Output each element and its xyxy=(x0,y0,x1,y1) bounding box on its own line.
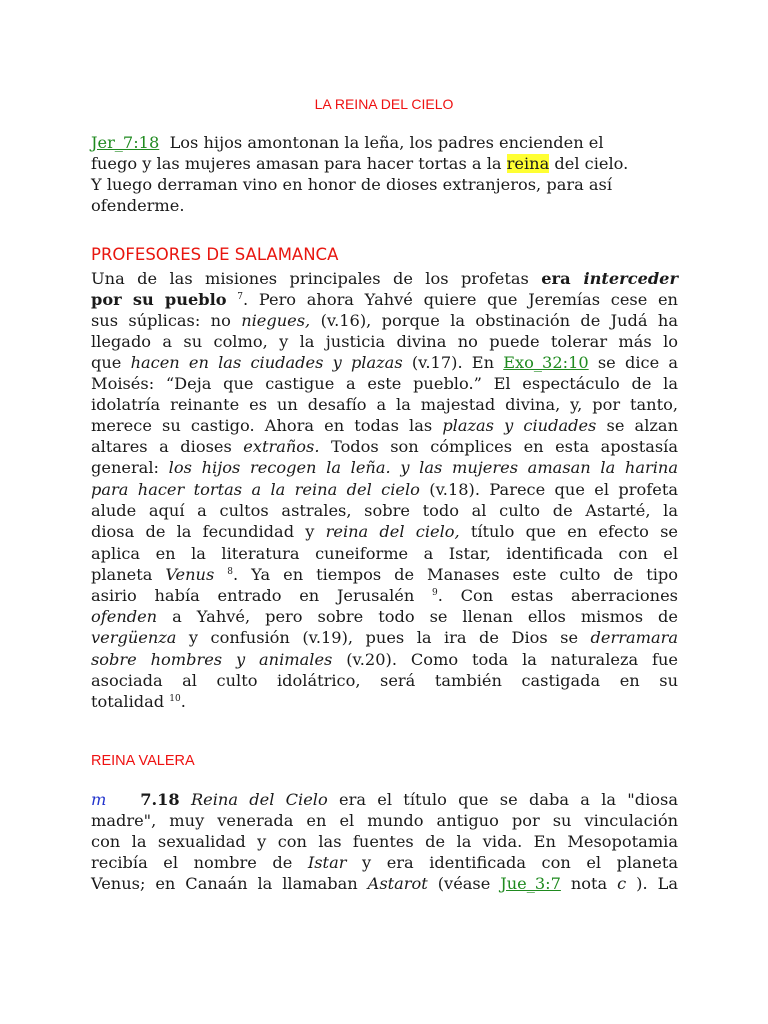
commentary-line xyxy=(91,606,678,628)
commentary-line xyxy=(91,289,678,311)
verse-text: Los hijos amontonan la leña, los padres encienden el xyxy=(169,133,604,152)
text-run: ). La xyxy=(626,874,678,893)
commentary-line xyxy=(91,627,678,649)
italic-text: ofenden xyxy=(91,607,158,626)
commentary-line: llegado a su colmo, y la justicia divina no puede tolerar más lo xyxy=(91,332,678,351)
bold-italic-text: interceder xyxy=(583,269,679,288)
italic-text: para hacer tortas a la reina del cielo xyxy=(91,480,420,499)
italic-text: extraños. xyxy=(243,437,320,456)
text-run: . Pero ahora Yahvé quiere que Jeremías cese en xyxy=(242,290,678,309)
text-run: sus súplicas: no xyxy=(91,311,242,330)
verse-line-4: ofenderme. xyxy=(91,196,185,215)
text-run: se alzan xyxy=(596,416,678,435)
italic-text: niegues, xyxy=(241,311,311,330)
note-line xyxy=(91,873,678,895)
text-run: y era identificada con el planeta xyxy=(346,853,678,872)
verse-text: fuego y las mujeres amasan para hacer tortas a la xyxy=(91,154,507,173)
footnote-marker: 10 xyxy=(169,694,181,704)
italic-text: Astarot xyxy=(367,874,428,893)
footnote-marker: 8 xyxy=(227,567,233,577)
commentary-line xyxy=(91,268,678,290)
text-run: nota xyxy=(560,874,618,893)
text-run: Una de las misiones principales de los profetas xyxy=(91,269,542,288)
bold-text: por su pueblo xyxy=(91,290,227,309)
commentary-line xyxy=(91,415,678,437)
text-run: . Con estas aberraciones xyxy=(437,586,678,605)
verse-line-2 xyxy=(91,153,678,175)
text-run: a Yahvé, pero sobre todo se llenan ellos mismos de xyxy=(157,607,678,626)
italic-text: reina del cielo, xyxy=(325,522,460,541)
note-line: con la sexualidad y con las fuentes de la vida. En Mesopotamia xyxy=(91,832,678,851)
footnote-marker: 9 xyxy=(432,588,438,598)
document-title: LA REINA DEL CIELO xyxy=(314,96,454,112)
italic-text: los hijos recogen la leña. y las mujeres amasan la harina xyxy=(168,458,678,477)
italic-text: hacen en las ciudades y plazas xyxy=(130,353,403,372)
italic-text: Venus xyxy=(165,565,215,584)
text-run: Todos son cómplices en esta apostasía xyxy=(319,437,678,456)
commentary-line xyxy=(91,691,678,713)
bold-text: era xyxy=(541,269,584,288)
text-run: se dice a xyxy=(588,353,678,372)
highlighted-word: reina xyxy=(506,154,550,173)
commentary-line xyxy=(91,564,678,586)
italic-text: Istar xyxy=(307,853,347,872)
commentary-line: aplica en la literatura cuneiforme a Istar, identificada con el xyxy=(91,544,678,563)
text-run: merece su castigo. Ahora en todas las xyxy=(91,416,443,435)
section-heading-salamanca: PROFESORES DE SALAMANCA xyxy=(91,245,339,264)
text-run: era el título que se daba a la "diosa xyxy=(327,790,679,809)
text-run: general: xyxy=(91,458,169,477)
commentary-line xyxy=(91,436,678,458)
italic-text: c xyxy=(617,874,627,893)
text-run: recibía el nombre de xyxy=(91,853,308,872)
note-line xyxy=(91,789,678,811)
text-run: (véase xyxy=(427,874,501,893)
note-marker: m xyxy=(91,790,107,809)
verse-reference-link[interactable]: Jer_7:18 xyxy=(91,133,160,152)
verse-line-1 xyxy=(91,132,678,154)
text-run: Venus; en Canaán la llamaban xyxy=(91,874,368,893)
text-run: asirio había entrado en Jerusalén xyxy=(91,586,415,605)
text-run: (v.17). En xyxy=(402,353,504,372)
commentary-line: Moisés: “Deja que castigue a este pueblo.” El espectáculo de la xyxy=(91,374,678,393)
text-run: totalidad xyxy=(91,692,165,711)
note-line xyxy=(91,852,678,874)
commentary-line: idolatría reinante es un desafío a la majestad divina, y, por tanto, xyxy=(91,395,678,414)
italic-text: vergüenza xyxy=(91,628,177,647)
text-run: diosa de la fecundidad y xyxy=(91,522,326,541)
commentary-line xyxy=(91,521,678,543)
verse-line-3: Y luego derraman vino en honor de dioses extranjeros, para así xyxy=(91,175,613,194)
italic-text: sobre hombres y animales xyxy=(91,650,333,669)
text-run: altares a dioses xyxy=(91,437,244,456)
commentary-line: asociada al culto idolátrico, será también castigada en su xyxy=(91,671,678,690)
commentary-line xyxy=(91,310,678,332)
judges-reference-link[interactable]: Jue_3:7 xyxy=(500,874,561,893)
text-run: que xyxy=(91,353,131,372)
commentary-line xyxy=(91,585,678,607)
commentary-line xyxy=(91,352,678,374)
text-run: (v.16), porque la obstinación de Judá ha xyxy=(310,311,678,330)
italic-text: Reina del Cielo xyxy=(190,790,328,809)
commentary-line xyxy=(91,457,678,479)
italic-text: derramara xyxy=(590,628,678,647)
text-run: título que en efecto se xyxy=(459,522,678,541)
commentary-line xyxy=(91,649,678,671)
verse-number: 7.18 xyxy=(140,790,180,809)
text-run: y confusión (v.19), pues la ira de Dios se xyxy=(176,628,591,647)
commentary-line: alude aquí a cultos astrales, sobre todo al culto de Astarté, la xyxy=(91,501,678,520)
exodus-reference-link[interactable]: Exo_32:10 xyxy=(503,353,589,372)
text-run: . xyxy=(180,692,186,711)
section-heading-reina-valera: REINA VALERA xyxy=(91,753,195,769)
note-line: madre", muy venerada en el mundo antiguo por su vinculación xyxy=(91,811,678,830)
text-run: (v.18). Parece que el profeta xyxy=(419,480,679,499)
verse-text: del cielo. xyxy=(549,154,629,173)
text-run: (v.20). Como toda la naturaleza fue xyxy=(332,650,679,669)
text-run: . Ya en tiempos de Manases este culto de tipo xyxy=(232,565,678,584)
text-run: planeta xyxy=(91,565,166,584)
footnote-marker: 7 xyxy=(237,292,243,302)
commentary-line xyxy=(91,479,678,501)
italic-text: plazas y ciudades xyxy=(442,416,597,435)
